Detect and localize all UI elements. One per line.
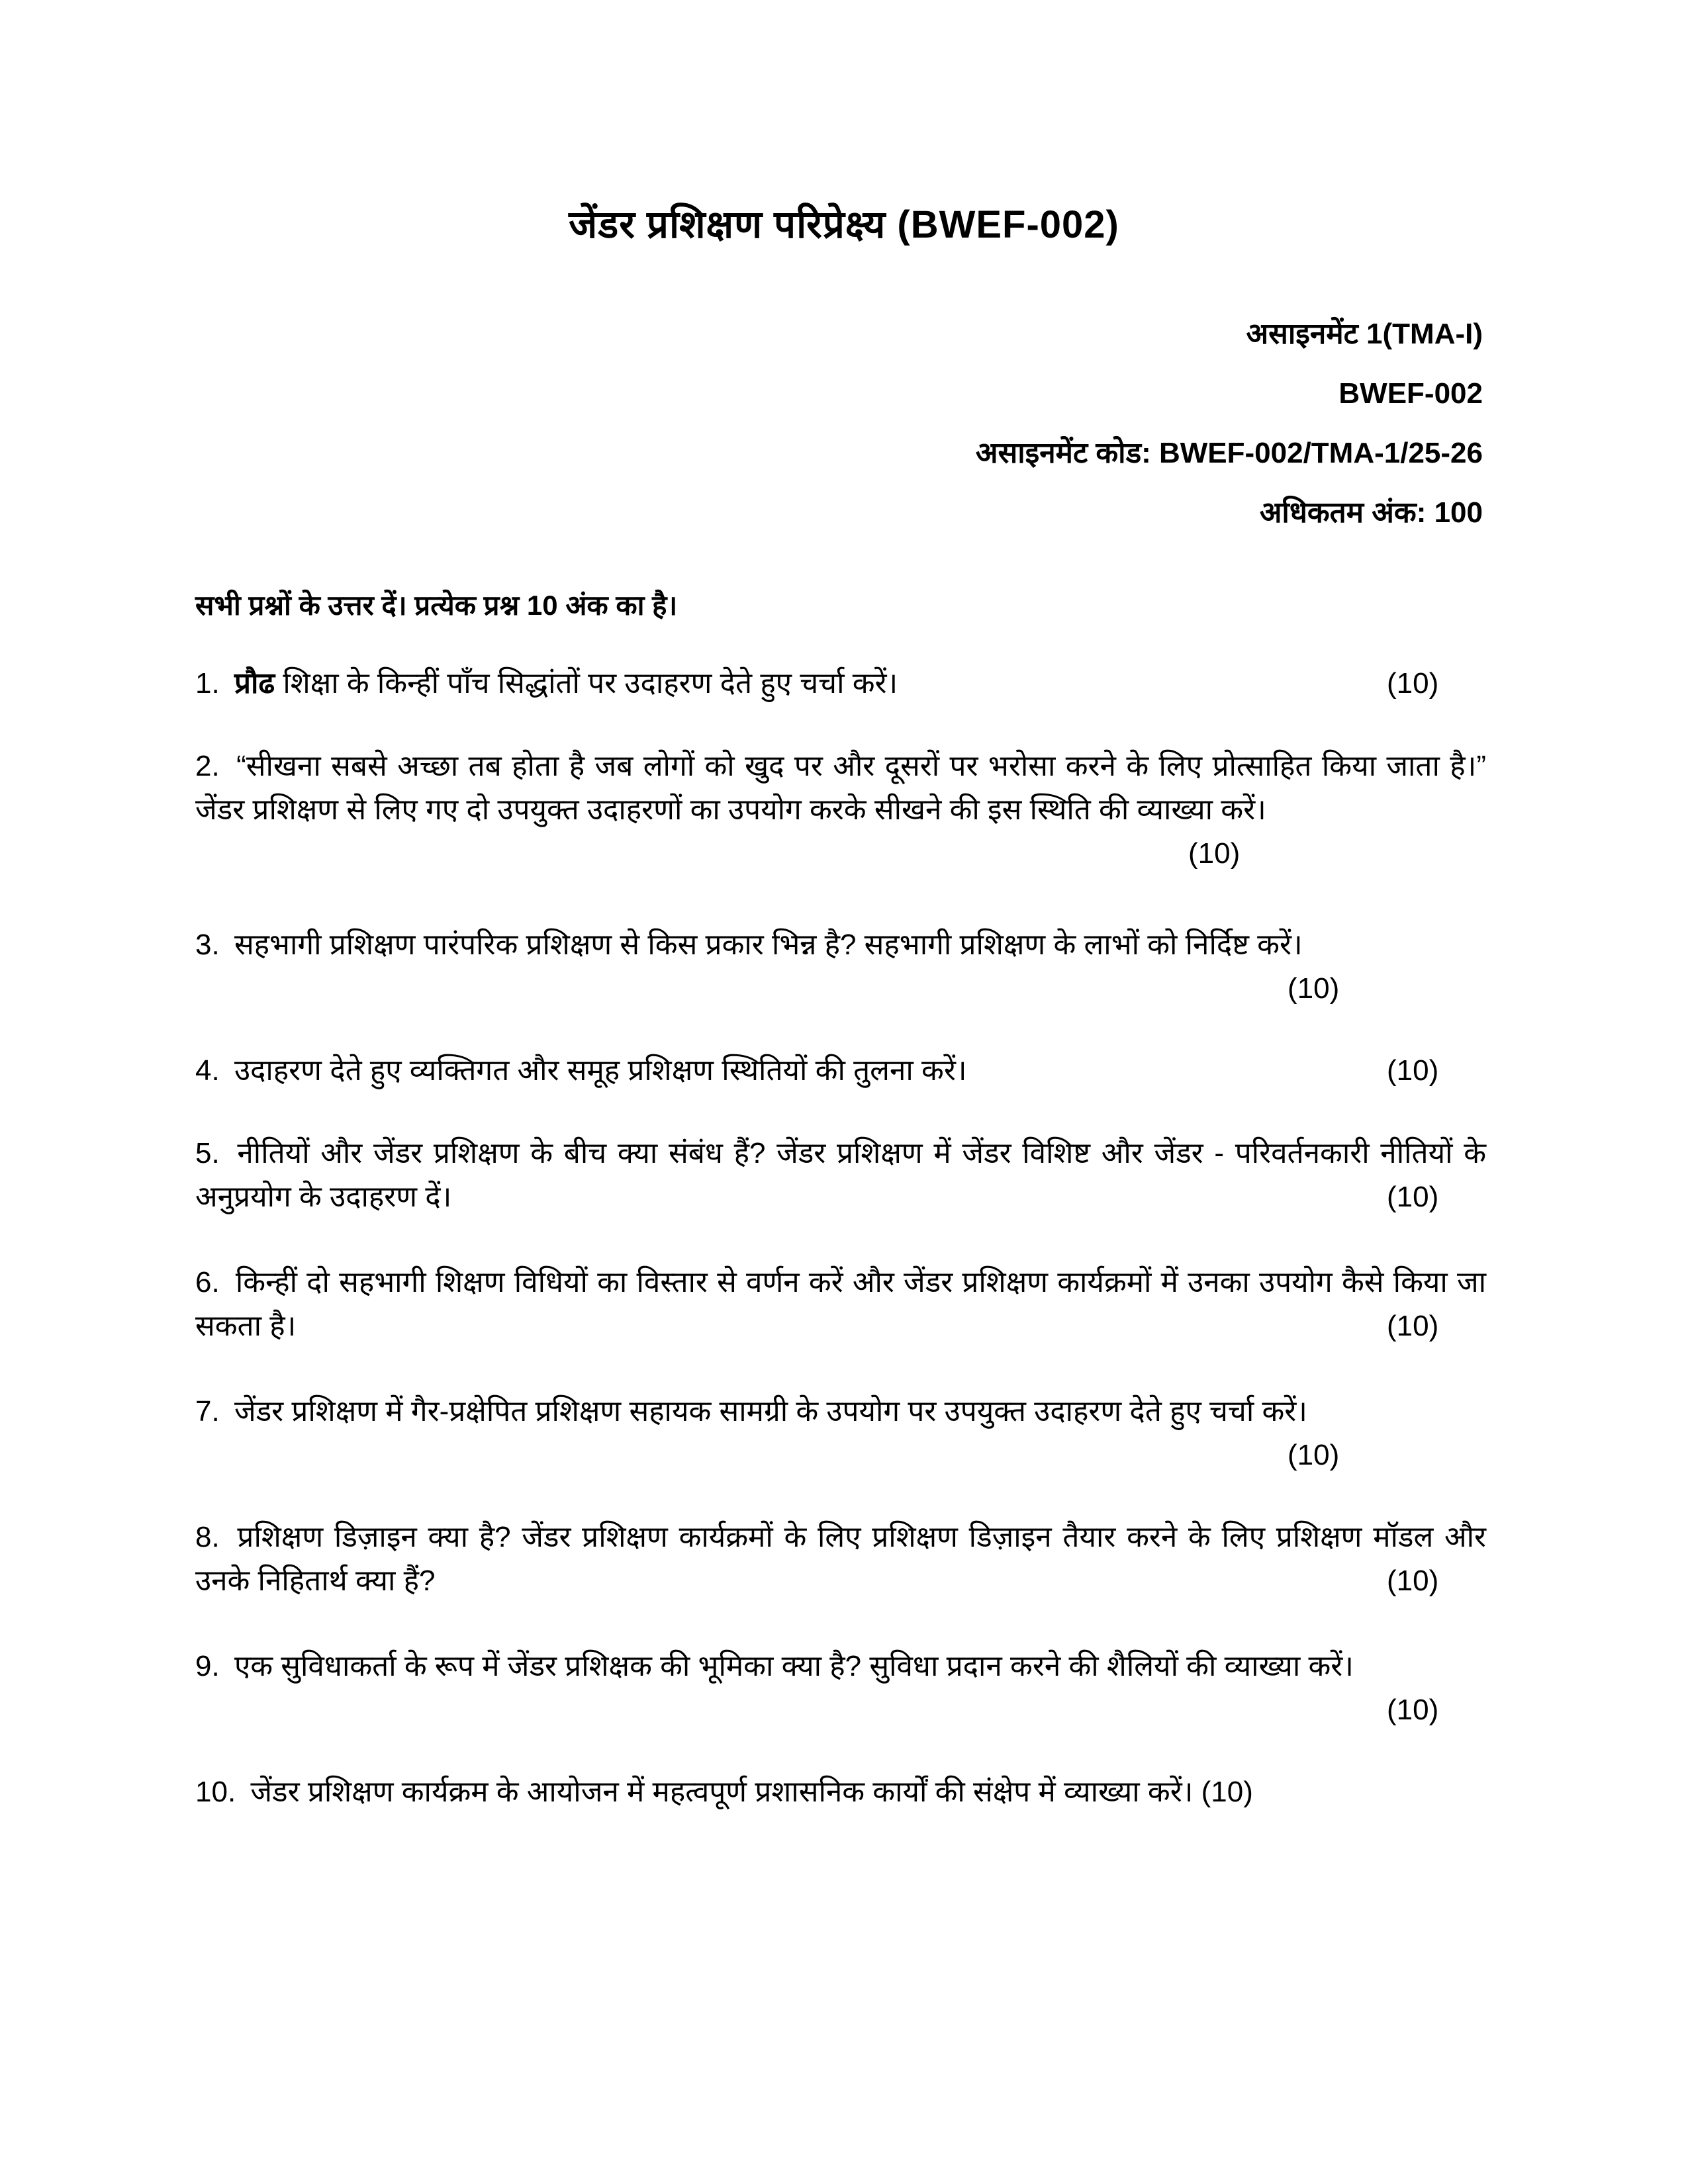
question-text: जेंडर प्रशिक्षण कार्यक्रम के आयोजन में महत्वपूर्ण प्रशासनिक कार्यों की संक्षेप में व्याख्या करें। xyxy=(250,1776,1194,1808)
question-marks: (10) xyxy=(1387,1310,1439,1342)
question-text: नीतियों और जेंडर प्रशिक्षण के बीच क्या संबंध हैं? जेंडर प्रशिक्षण में जेंडर विशिष्ट और जेंडर - परिवर्तनकारी नीतियों के अनुप्रयोग के उदाहरण दें। xyxy=(195,1137,1486,1213)
question-number: 9. xyxy=(195,1650,220,1682)
question-1 xyxy=(195,662,1486,705)
assignment-meta xyxy=(976,304,1483,543)
question-number: 8. xyxy=(195,1521,220,1553)
question-marks: (10) xyxy=(1387,1054,1439,1087)
question-number: 3. xyxy=(195,929,220,961)
assignment-code: असाइनमेंट कोड: BWEF-002/TMA-1/25-26 xyxy=(975,437,1483,469)
question-marks: (10) xyxy=(1288,972,1340,1005)
question-number: 4. xyxy=(195,1054,220,1087)
question-marks: (10) xyxy=(1188,837,1241,870)
question-emphasis: प्रौढ xyxy=(234,667,275,700)
question-marks: (10) xyxy=(1201,1776,1253,1808)
question-4 xyxy=(195,1049,1486,1093)
question-2 xyxy=(195,745,1486,877)
question-7 xyxy=(195,1390,1486,1471)
question-number: 5. xyxy=(195,1137,220,1169)
question-5 xyxy=(195,1132,1486,1219)
question-6 xyxy=(195,1261,1486,1348)
question-number: 7. xyxy=(195,1395,220,1428)
question-number: 6. xyxy=(195,1266,220,1298)
question-marks: (10) xyxy=(1387,1565,1439,1597)
question-number: 2. xyxy=(195,750,220,782)
question-marks: (10) xyxy=(1387,1694,1439,1726)
question-number: 1. xyxy=(195,667,220,700)
question-marks: (10) xyxy=(1387,1181,1439,1213)
question-9 xyxy=(195,1645,1486,1726)
question-text: किन्हीं दो सहभागी शिक्षण विधियों का विस्तार से वर्णन करें और जेंडर प्रशिक्षण कार्यक्रमों में उनका उपयोग कैसे किया जा सकता है। xyxy=(195,1266,1486,1342)
question-8 xyxy=(195,1516,1486,1603)
question-marks: (10) xyxy=(1387,667,1439,700)
page-title: जेंडर प्रशिक्षण परिप्रेक्ष्य (BWEF-002) xyxy=(569,203,1119,246)
question-10 xyxy=(195,1770,1486,1814)
question-text: “सीखना सबसे अच्छा तब होता है जब लोगों को खुद पर और दूसरों पर भरोसा करने के लिए प्रोत्साहित किया जाता है।” जेंडर प्रशिक्षण से लिए गए दो उपयुक्त उदाहरणों का उपयोग करके सीखने की इस स्थिति की व्याख्या करें। xyxy=(195,750,1486,826)
question-3 xyxy=(195,923,1486,1005)
question-text: शिक्षा के किन्हीं पाँच सिद्धांतों पर उदाहरण देते हुए चर्चा करें। xyxy=(283,667,898,700)
question-text: प्रशिक्षण डिज़ाइन क्या है? जेंडर प्रशिक्षण कार्यक्रमों के लिए प्रशिक्षण डिज़ाइन तैयार करने के लिए प्रशिक्षण मॉडल और उनके निहितार्थ क्या हैं? xyxy=(195,1521,1486,1597)
question-marks: (10) xyxy=(1288,1439,1340,1471)
question-text: उदाहरण देते हुए व्यक्तिगत और समूह प्रशिक्षण स्थितियों की तुलना करें। xyxy=(234,1054,967,1087)
question-number: 10. xyxy=(195,1776,236,1808)
question-text: एक सुविधाकर्ता के रूप में जेंडर प्रशिक्षक की भूमिका क्या है? सुविधा प्रदान करने की शैलियों की व्याख्या करें। xyxy=(234,1650,1354,1682)
assignment-label: असाइनमेंट 1(TMA-I) xyxy=(1246,318,1483,350)
question-text: जेंडर प्रशिक्षण में गैर-प्रक्षेपित प्रशिक्षण सहायक सामग्री के उपयोग पर उपयुक्त उदाहरण देते हुए चर्चा करें। xyxy=(234,1395,1307,1428)
course-code: BWEF-002 xyxy=(1338,377,1483,410)
instruction-text: सभी प्रश्नों के उत्तर दें। प्रत्येक प्रश्न 10 अंक का है। xyxy=(195,590,678,621)
question-text: सहभागी प्रशिक्षण पारंपरिक प्रशिक्षण से किस प्रकार भिन्न है? सहभागी प्रशिक्षण के लाभों को निर्दिष्ट करें। xyxy=(234,929,1303,961)
max-marks: अधिकतम अंक: 100 xyxy=(1259,496,1483,529)
